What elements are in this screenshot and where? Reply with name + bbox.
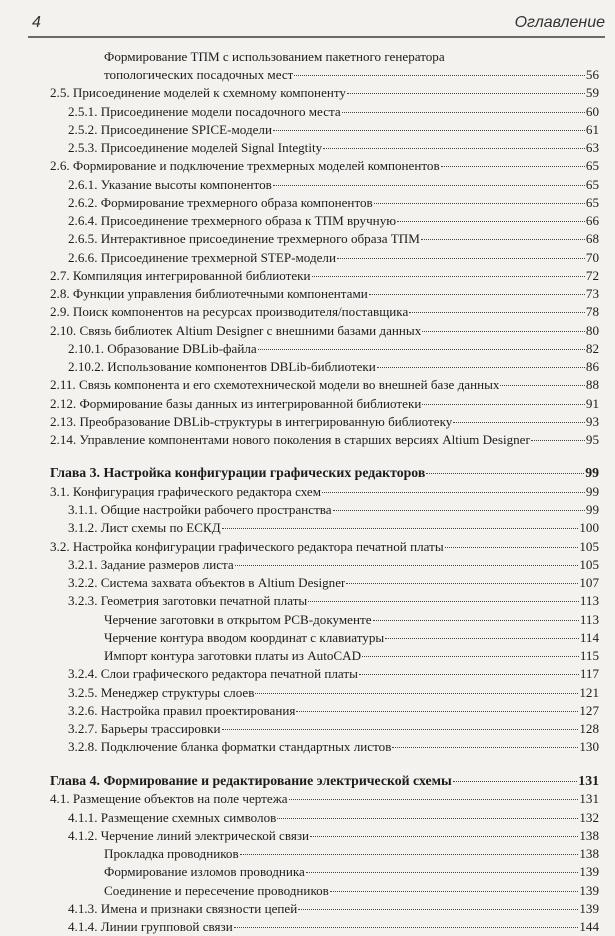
- toc-entry-title: Глава 4. Формирование и редактирование электрической схемы: [50, 773, 452, 788]
- toc-entry[interactable]: [50, 84, 599, 102]
- toc-page-number: 88: [585, 377, 599, 392]
- dot-leader: [422, 404, 585, 405]
- toc-page-number: 72: [585, 268, 599, 283]
- toc-entry[interactable]: [104, 66, 599, 84]
- toc-entry[interactable]: [50, 790, 599, 808]
- dot-leader: [422, 331, 585, 332]
- toc-entry[interactable]: [68, 720, 599, 738]
- toc-page-number: 61: [585, 122, 599, 137]
- toc-page-number: 139: [579, 883, 599, 898]
- dot-leader: [294, 75, 585, 76]
- toc-entry[interactable]: [68, 103, 599, 121]
- toc-entry[interactable]: [68, 176, 599, 194]
- dot-leader: [273, 185, 585, 186]
- toc-entry-title: 3.2.8. Подключение бланка форматки стандартных листов: [68, 739, 392, 754]
- dot-leader: [322, 492, 585, 493]
- toc-entry-title: 2.5. Присоединение моделей к схемному компоненту: [50, 85, 346, 100]
- toc-entry-title: 3.2.3. Геометрия заготовки печатной платы: [68, 593, 308, 608]
- toc-page-number: 131: [579, 791, 599, 806]
- toc-entry-title: 3.1. Конфигурация графического редактора схем: [50, 484, 322, 499]
- toc-chapter-entry[interactable]: [50, 772, 599, 790]
- toc-entry[interactable]: [104, 629, 599, 647]
- toc-entry[interactable]: [50, 413, 599, 431]
- toc-page-number: 105: [579, 539, 599, 554]
- toc-entry-title: 3.2.7. Барьеры трассировки: [68, 721, 221, 736]
- toc-page-number: 132: [579, 810, 599, 825]
- dot-leader: [330, 891, 578, 892]
- dot-leader: [308, 601, 579, 602]
- toc-entry-title: Прокладка проводников: [104, 846, 239, 861]
- dot-leader: [296, 711, 578, 712]
- page-number: 4: [32, 14, 41, 31]
- toc-entry[interactable]: [50, 303, 599, 321]
- toc-page-number: 130: [579, 739, 599, 754]
- toc-entry-title: 3.2.6. Настройка правил проектирования: [68, 703, 296, 718]
- dot-leader: [277, 818, 578, 819]
- toc-entry-title: 2.5.2. Присоединение SPICE-модели: [68, 122, 272, 137]
- toc-page-number: 128: [579, 721, 599, 736]
- toc-entry[interactable]: [68, 194, 599, 212]
- toc-entry[interactable]: [104, 611, 599, 629]
- dot-leader: [359, 674, 579, 675]
- toc-page-number: 65: [585, 177, 599, 192]
- toc-entry[interactable]: [68, 665, 599, 683]
- dot-leader: [310, 836, 578, 837]
- toc-entry-title: 4.1.3. Имена и признаки связности цепей: [68, 901, 298, 916]
- toc-entry[interactable]: [68, 340, 599, 358]
- dot-leader: [421, 239, 585, 240]
- toc-entry[interactable]: [68, 519, 599, 537]
- toc-entry-title: 3.2.2. Система захвата объектов в Altium Designer: [68, 575, 346, 590]
- toc-entry-title: 3.2.1. Задание размеров листа: [68, 557, 234, 572]
- toc-entry[interactable]: [68, 556, 599, 574]
- dot-leader: [377, 367, 585, 368]
- toc-page-number: 73: [585, 286, 599, 301]
- toc-entry[interactable]: [104, 647, 599, 665]
- toc-entry-title: 4.1.4. Линии групповой связи: [68, 919, 233, 934]
- toc-entry-title: 2.9. Поиск компонентов на ресурсах производителя/поставщика: [50, 304, 409, 319]
- toc-entry-title: 2.6.1. Указание высоты компонентов: [68, 177, 272, 192]
- toc-entry-title: Соединение и пересечение проводников: [104, 883, 329, 898]
- toc-entry[interactable]: [50, 285, 599, 303]
- dot-leader: [385, 638, 579, 639]
- toc-entry-title: 2.6. Формирование и подключение трехмерных моделей компонентов: [50, 158, 440, 173]
- dot-leader: [222, 729, 579, 730]
- toc-page-number: 60: [585, 104, 599, 119]
- dot-leader: [373, 620, 579, 621]
- toc-entry-title: 2.8. Функции управления библиотечными компонентами: [50, 286, 368, 301]
- toc-chapter-entry[interactable]: [50, 464, 599, 482]
- toc-entry-title: Импорт контура заготовки платы из AutoCAD: [104, 648, 362, 663]
- toc-page-number: 95: [585, 432, 599, 447]
- toc-entry-title: 2.5.1. Присоединение модели посадочного места: [68, 104, 341, 119]
- toc-entry-title: 2.10.1. Образование DBLib-файла: [68, 341, 257, 356]
- toc-page-number: 138: [579, 828, 599, 843]
- toc-entry-title: Черчение заготовки в открытом PCB-документе: [104, 612, 372, 627]
- toc-page-number: 68: [585, 231, 599, 246]
- toc-entry[interactable]: [68, 809, 599, 827]
- toc-entry-title: 2.6.5. Интерактивное присоединение трехмерного образа ТПМ: [68, 231, 420, 246]
- toc-entry[interactable]: [104, 845, 599, 863]
- dot-leader: [409, 312, 585, 313]
- toc-page-number: 114: [579, 630, 599, 645]
- toc-page-number: 86: [585, 359, 599, 374]
- toc-page-number: 63: [585, 140, 599, 155]
- toc-entry[interactable]: [68, 574, 599, 592]
- dot-leader: [453, 422, 585, 423]
- dot-leader: [240, 854, 579, 855]
- toc-page-number: 138: [579, 846, 599, 861]
- page-header: [28, 14, 605, 38]
- toc-page-number: 65: [585, 158, 599, 173]
- toc-page-number: 113: [579, 612, 599, 627]
- toc-page-number: 100: [579, 520, 599, 535]
- toc-entry-title: 2.6.6. Присоединение трехмерной STEP-модели: [68, 250, 336, 265]
- toc-page-number: 56: [585, 67, 599, 82]
- toc-page-number: 99: [585, 484, 599, 499]
- toc-entry-title: Черчение контура вводом координат с клавиатуры: [104, 630, 385, 645]
- toc-entry[interactable]: [50, 431, 599, 449]
- toc-entry[interactable]: [68, 918, 599, 936]
- toc-page-number: 105: [579, 557, 599, 572]
- dot-leader: [234, 927, 579, 928]
- toc-entry[interactable]: [68, 121, 599, 139]
- toc-page-number: 99: [585, 465, 599, 480]
- toc-entry-title: 2.14. Управление компонентами нового поколения в старших версиях Altium Designer: [50, 432, 530, 447]
- toc-entry-title: 3.1.1. Общие настройки рабочего пространства: [68, 502, 332, 517]
- toc-entry-title: Глава 3. Настройка конфигурации графических редакторов: [50, 465, 426, 480]
- toc-entry-title: 2.13. Преобразование DBLib-структуры в интегрированную библиотеку: [50, 414, 453, 429]
- toc-entry[interactable]: [50, 322, 599, 340]
- toc-entry-title: 3.1.2. Лист схемы по ЕСКД: [68, 520, 221, 535]
- toc-entry[interactable]: [104, 882, 599, 900]
- dot-leader: [369, 294, 585, 295]
- toc-entry[interactable]: [104, 863, 599, 881]
- toc-entry[interactable]: [50, 376, 599, 394]
- dot-leader: [392, 747, 578, 748]
- toc-entry-title: 4.1.1. Размещение схемных символов: [68, 810, 277, 825]
- toc-entry-title: 3.2. Настройка конфигурации графического редактора печатной платы: [50, 539, 444, 554]
- dot-leader: [453, 781, 577, 782]
- toc-entry[interactable]: [68, 592, 599, 610]
- toc-entry[interactable]: [68, 900, 599, 918]
- toc-page-number: 59: [585, 85, 599, 100]
- dot-leader: [426, 473, 584, 474]
- toc-entry-title: 2.7. Компиляция интегрированной библиотеки: [50, 268, 311, 283]
- running-title: Оглавление: [514, 14, 605, 31]
- toc-page-number: 91: [585, 396, 599, 411]
- dot-leader: [258, 349, 585, 350]
- dot-leader: [235, 565, 579, 566]
- dot-leader: [333, 510, 585, 511]
- toc-entry-title: 4.1.2. Черчение линий электрической связи: [68, 828, 310, 843]
- toc-page-number: 139: [579, 901, 599, 916]
- dot-leader: [222, 528, 579, 529]
- dot-leader: [337, 258, 585, 259]
- toc-entry[interactable]: [68, 684, 599, 702]
- toc-page-number: 65: [585, 195, 599, 210]
- toc-entry[interactable]: [50, 483, 599, 501]
- toc-entry[interactable]: [50, 267, 599, 285]
- toc-entry[interactable]: [68, 501, 599, 519]
- dot-leader: [374, 203, 585, 204]
- toc-page-number: 113: [579, 593, 599, 608]
- toc-entry-title: 3.2.5. Менеджер структуры слоев: [68, 685, 255, 700]
- toc-page-number: 93: [585, 414, 599, 429]
- dot-leader: [323, 148, 585, 149]
- toc-entry-title: 2.10. Связь библиотек Altium Designer с внешними базами данных: [50, 323, 422, 338]
- toc-entry[interactable]: [68, 139, 599, 157]
- toc-page-number: 127: [579, 703, 599, 718]
- toc-page-number: 117: [579, 666, 599, 681]
- toc-page-number: 78: [585, 304, 599, 319]
- toc-entry-title: 4.1. Размещение объектов на поле чертежа: [50, 791, 288, 806]
- dot-leader: [289, 799, 579, 800]
- toc-page-number: 139: [579, 864, 599, 879]
- toc-entry-title: топологических посадочных мест: [104, 67, 294, 82]
- toc-entry[interactable]: [68, 827, 599, 845]
- toc-entry[interactable]: [68, 212, 599, 230]
- toc-entry-title: 2.6.2. Формирование трехмерного образа компонентов: [68, 195, 373, 210]
- toc-page-number: 121: [579, 685, 599, 700]
- dot-leader: [531, 440, 585, 441]
- toc-page-number: 99: [585, 502, 599, 517]
- dot-leader: [342, 112, 585, 113]
- dot-leader: [362, 656, 579, 657]
- dot-leader: [441, 166, 585, 167]
- toc-entry-title: Формирование изломов проводника: [104, 864, 305, 879]
- dot-leader: [346, 583, 578, 584]
- toc-page-number: 107: [579, 575, 599, 590]
- dot-leader: [347, 93, 585, 94]
- toc-page-number: 82: [585, 341, 599, 356]
- dot-leader: [312, 276, 585, 277]
- toc-page-number: 70: [585, 250, 599, 265]
- toc-entry[interactable]: [50, 538, 599, 556]
- dot-leader: [500, 385, 584, 386]
- toc-entry-title: 2.5.3. Присоединение моделей Signal Integtity: [68, 140, 323, 155]
- toc-page-number: 66: [585, 213, 599, 228]
- toc-entry[interactable]: [68, 358, 599, 376]
- dot-leader: [273, 130, 585, 131]
- toc-entry-title: 2.11. Связь компонента и его схемотехнической модели во внешней базе данных: [50, 377, 500, 392]
- dot-leader: [445, 547, 579, 548]
- toc-entry[interactable]: [50, 395, 599, 413]
- toc-entry[interactable]: [68, 230, 599, 248]
- toc-page-number: 80: [585, 323, 599, 338]
- toc-entry-title: 2.12. Формирование базы данных из интегрированной библиотеки: [50, 396, 422, 411]
- toc-entry-text: Формирование ТПМ с использованием пакетного генератора: [104, 49, 445, 64]
- toc-entry-title: 3.2.4. Слои графического редактора печатной платы: [68, 666, 358, 681]
- toc-entry[interactable]: [68, 738, 599, 756]
- toc-entry[interactable]: [68, 702, 599, 720]
- toc-entry[interactable]: [68, 249, 599, 267]
- dot-leader: [397, 221, 585, 222]
- dot-leader: [306, 872, 578, 873]
- toc-entry-title: 2.10.2. Использование компонентов DBLib-библиотеки: [68, 359, 376, 374]
- dot-leader: [255, 693, 578, 694]
- toc-entry[interactable]: [50, 157, 599, 175]
- toc-page-number: 131: [578, 773, 599, 788]
- toc-page-number: 144: [579, 919, 599, 934]
- toc-page-number: 115: [579, 648, 599, 663]
- dot-leader: [298, 909, 578, 910]
- toc-entry-title: 2.6.4. Присоединение трехмерного образа к ТПМ вручную: [68, 213, 397, 228]
